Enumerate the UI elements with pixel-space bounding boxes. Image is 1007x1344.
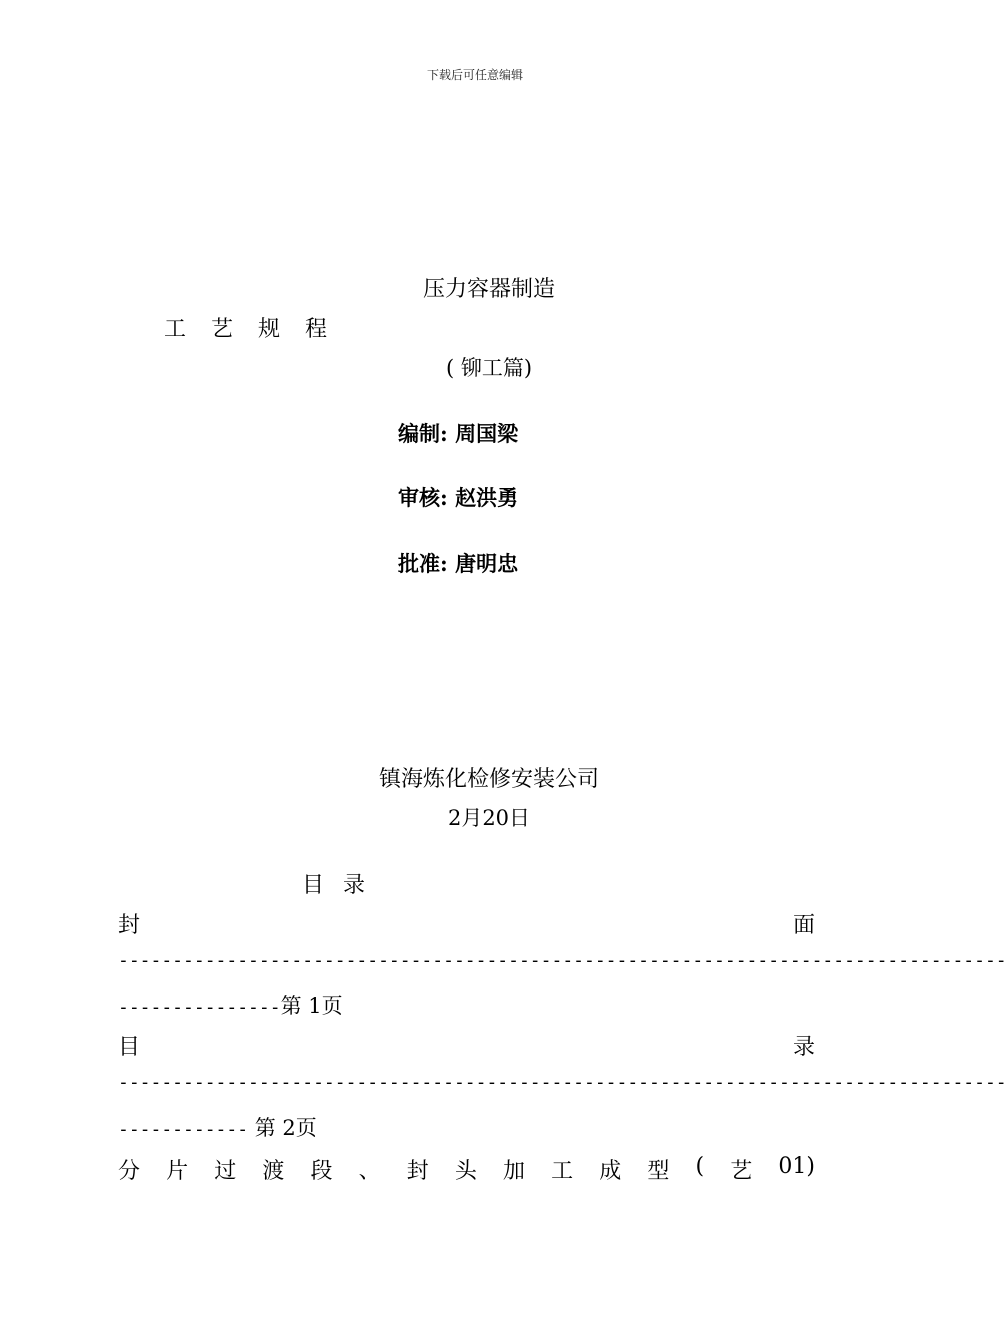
toc-entry-right: 录 xyxy=(792,1035,815,1060)
toc-char: ( xyxy=(695,1154,705,1179)
toc-char: 型 xyxy=(647,1159,670,1184)
signature-compiled xyxy=(398,418,518,448)
toc-char: 艺 xyxy=(730,1159,753,1184)
signature-name: 赵洪勇 xyxy=(455,485,519,510)
toc-leader-tail: ------------ xyxy=(118,1119,249,1140)
toc-leader-dashes: ---------------------------------------------------------------------------------- xyxy=(118,1072,1007,1093)
company-name: 镇海炼化检修安装公司 xyxy=(378,767,599,792)
toc-entry-left: 目 xyxy=(118,1035,141,1060)
toc-char: 过 xyxy=(214,1159,237,1184)
toc-char: 工 xyxy=(551,1159,574,1184)
document-title: 压力容器制造 xyxy=(422,277,555,302)
toc-entry-page-line xyxy=(118,1112,317,1142)
toc-char: 头 xyxy=(454,1159,477,1184)
toc-entry-contents xyxy=(118,1030,815,1061)
document-part: ( 铆工篇) xyxy=(445,356,533,380)
toc-page-number: 第 2页 xyxy=(248,1116,317,1140)
toc-leader-tail: --------------- xyxy=(118,997,281,1018)
toc-char: 加 xyxy=(503,1159,526,1184)
toc-char: 渡 xyxy=(262,1159,285,1184)
signature-label: 编制: xyxy=(398,421,448,446)
signature-approved xyxy=(398,548,518,578)
signature-reviewed xyxy=(398,482,518,512)
toc-entry-cover xyxy=(118,908,815,939)
signature-name: 唐明忠 xyxy=(455,551,519,576)
signature-label: 批准: xyxy=(398,551,448,576)
toc-heading: 目 录 xyxy=(302,873,371,898)
document-subtitle: 工 艺 规 程 xyxy=(164,317,329,342)
toc-char: 片 xyxy=(166,1159,189,1184)
toc-char: 成 xyxy=(599,1159,622,1184)
toc-entry-sections xyxy=(118,1154,815,1185)
toc-char: 封 xyxy=(406,1159,429,1184)
toc-char: 分 xyxy=(118,1159,141,1184)
signature-name: 周国梁 xyxy=(455,421,519,446)
toc-leader-dashes: ---------------------------------------------------------------------------------- xyxy=(118,950,1007,971)
signature-label: 审核: xyxy=(398,485,448,510)
toc-entry-page-line xyxy=(118,990,343,1020)
toc-char: 、 xyxy=(358,1159,381,1184)
toc-entry-left: 封 xyxy=(118,913,141,938)
toc-char: 段 xyxy=(310,1159,333,1184)
toc-char: 01) xyxy=(778,1154,815,1179)
header-note: 下载后可任意编辑 xyxy=(426,68,523,82)
toc-page-number: 第 1页 xyxy=(280,994,343,1018)
document-date: 2月20日 xyxy=(447,806,531,830)
toc-entry-right: 面 xyxy=(792,913,815,938)
